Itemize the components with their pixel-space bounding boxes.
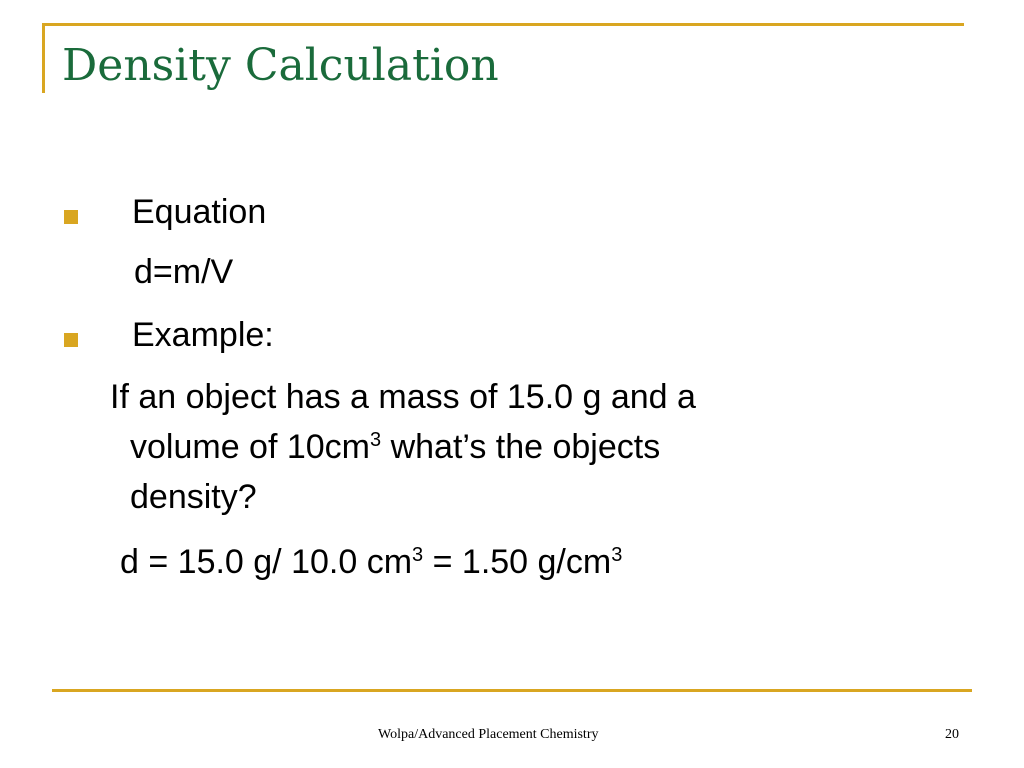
bullet-square-icon <box>64 333 78 347</box>
example-volume-text: volume of 10cm <box>130 428 370 466</box>
frame-top-rule <box>42 23 964 26</box>
solution-exponent-2: 3 <box>611 544 623 566</box>
slide-title: Density Calculation <box>62 40 499 91</box>
example-text-line-2 <box>130 427 660 467</box>
solution-part-1: d = 15.0 g/ 10.0 cm <box>120 543 413 581</box>
footer-text: Wolpa/Advanced Placement Chemistry <box>378 727 599 742</box>
example-volume-exponent: 3 <box>370 429 382 451</box>
footer-rule <box>52 689 972 692</box>
bullet-equation-label: Equation <box>132 193 267 231</box>
page-number: 20 <box>945 727 959 742</box>
equation-formula: d=m/V <box>134 253 234 291</box>
solution-line <box>120 542 622 582</box>
solution-exponent-1: 3 <box>412 544 424 566</box>
example-text-line-3: density? <box>130 478 257 516</box>
frame-left-rule <box>42 23 45 93</box>
example-text-line-1: If an object has a mass of 15.0 g and a <box>110 378 696 416</box>
solution-part-2: = 1.50 g/cm <box>423 543 612 581</box>
example-question-text: what’s the objects <box>381 428 661 466</box>
bullet-example-label: Example: <box>132 316 274 354</box>
bullet-square-icon <box>64 210 78 224</box>
